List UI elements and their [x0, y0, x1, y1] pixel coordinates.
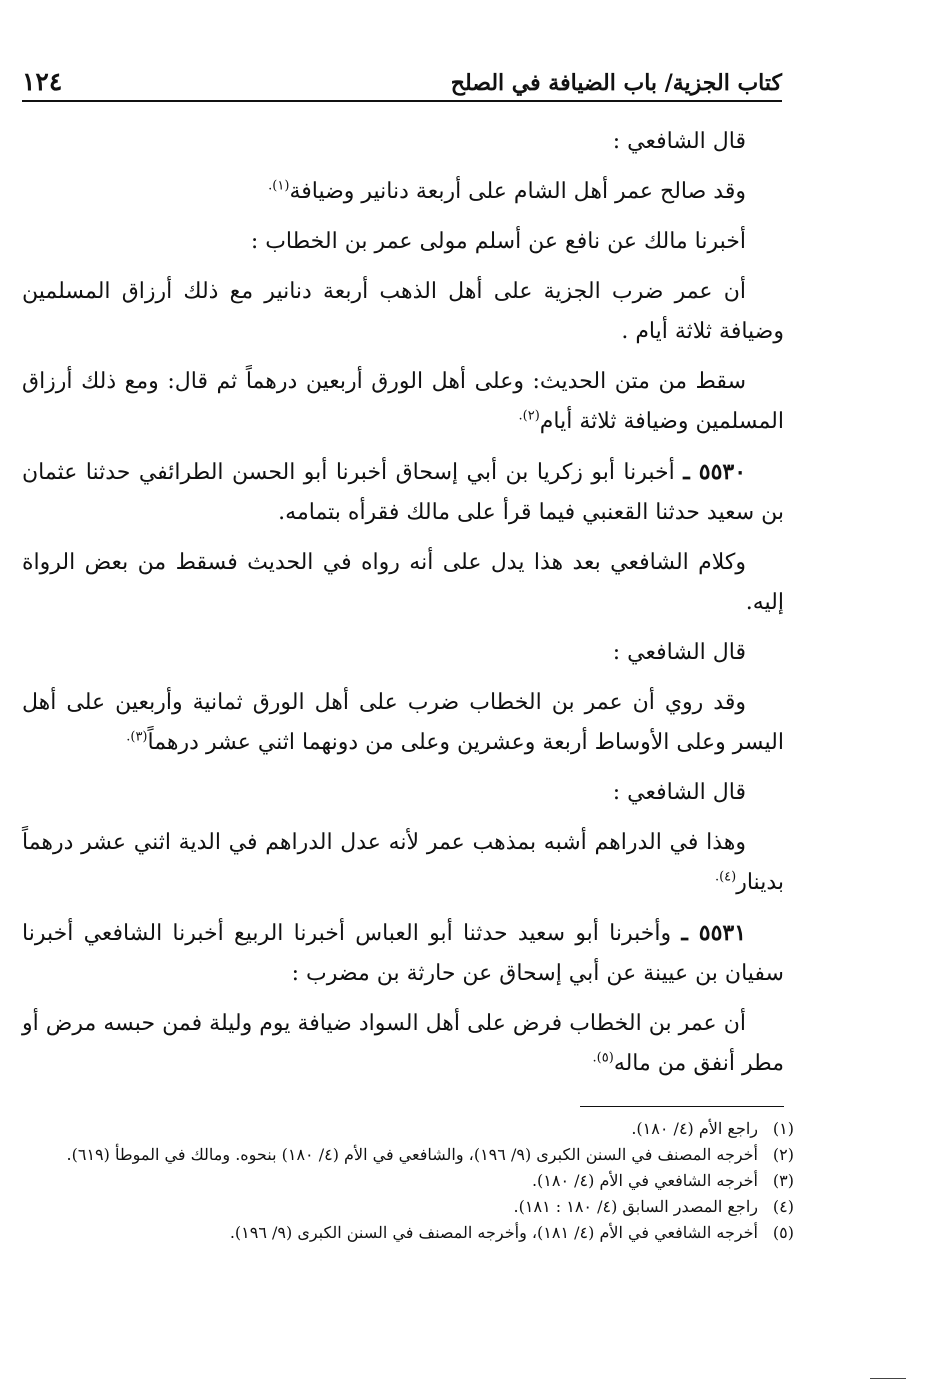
footnote — [22, 1220, 794, 1246]
paragraph — [22, 633, 784, 673]
footnote-number: (٢) — [772, 1145, 794, 1164]
paragraph-text: وقد روي أن عمر بن الخطاب ضرب على أهل الورق ثمانية وأربعين على أهل اليسر وعلى الأوساط أربعة وعشرين وعلى من دونهما اثني عشر درهماً — [22, 690, 784, 755]
paragraph — [22, 122, 784, 162]
paragraph — [22, 683, 784, 763]
page-number: ١٢٤ — [22, 67, 63, 96]
footnote-text: راجع الأم (٤/ ١٨٠). — [631, 1119, 758, 1138]
paragraph — [22, 272, 784, 352]
paragraph-text: وهذا في الدراهم أشبه بمذهب عمر لأنه عدل الدراهم في الدية اثني عشر درهماً بدينار — [22, 830, 784, 895]
hadith-paragraph — [22, 452, 784, 533]
footnote-ref: (٢). — [518, 408, 540, 424]
paragraph-text: وأخبرنا أبو سعيد حدثنا أبو العباس أخبرنا الربيع أخبرنا الشافعي أخبرنا سفيان بن عيينة عن أبي إسحاق عن حارثة بن مضرب : — [22, 921, 784, 986]
footnote-ref: (٤). — [714, 869, 737, 885]
footnotes — [22, 1116, 794, 1246]
footnote-number: (٤) — [772, 1197, 794, 1216]
footnote — [22, 1116, 794, 1142]
paragraph — [22, 1004, 784, 1084]
paragraph — [22, 172, 784, 212]
paragraph-text: أن عمر بن الخطاب فرض على أهل السواد ضيافة يوم وليلة فمن حبسه مرض أو مطر أنفق من ماله — [22, 1011, 784, 1076]
hadith-number: ٥٥٣١ ـ — [681, 920, 747, 946]
paragraph-text: سقط من متن الحديث: وعلى أهل الورق أربعين درهماً ثم قال: ومع ذلك أرزاق المسلمين وضيافة ثلاثة أيام — [22, 369, 784, 434]
footnote — [22, 1168, 794, 1194]
hadith-paragraph — [22, 913, 784, 994]
footnote-text: أخرجه الشافعي في الأم (٤/ ١٨١)، وأخرجه المصنف في السنن الكبرى (٩/ ١٩٦). — [229, 1223, 758, 1242]
footnote-text: أخرجه الشافعي في الأم (٤/ ١٨٠). — [531, 1171, 758, 1190]
paragraph-text: قال الشافعي : — [612, 780, 746, 805]
footnote-ref: (٥). — [592, 1050, 614, 1066]
paragraph-text: قال الشافعي : — [612, 129, 746, 154]
footnote-ref: (١). — [268, 178, 290, 194]
paragraph — [22, 823, 784, 903]
footnote-text: أخرجه المصنف في السنن الكبرى (٩/ ١٩٦)، والشافعي في الأم (٤/ ١٨٠) بنحوه. ومالك في الموطأ (٦١٩). — [66, 1145, 758, 1164]
footnote-text: راجع المصدر السابق (٤/ ١٨٠ : ١٨١). — [513, 1197, 758, 1216]
paragraph — [22, 773, 784, 813]
scan-edge-mark — [870, 1378, 906, 1379]
hadith-number: ٥٥٣٠ ـ — [683, 459, 747, 485]
footnote-number: (٥) — [772, 1223, 794, 1242]
footnote-number: (١) — [772, 1119, 794, 1138]
paragraph-text: أن عمر ضرب الجزية على أهل الذهب أربعة دنانير مع ذلك أرزاق المسلمين وضيافة ثلاثة أيام . — [22, 279, 784, 344]
footnote-ref: (٣). — [126, 729, 148, 745]
footnote — [22, 1142, 794, 1168]
paragraph-text: وقد صالح عمر أهل الشام على أربعة دنانير وضيافة — [289, 179, 746, 204]
paragraph-text: أخبرنا أبو زكريا بن أبي إسحاق أخبرنا أبو الحسن الطرائفي حدثنا عثمان بن سعيد حدثنا القعنبي فيما قرأ على مالك فقرأه بتمامه. — [22, 460, 784, 525]
paragraph — [22, 222, 784, 262]
running-title: كتاب الجزية/ باب الضيافة في الصلح — [450, 70, 782, 96]
paragraph — [22, 362, 784, 442]
footnote — [22, 1194, 794, 1220]
paragraph-text: أخبرنا مالك عن نافع عن أسلم مولى عمر بن الخطاب : — [250, 229, 746, 254]
paragraph-text: قال الشافعي : — [612, 640, 746, 665]
paragraph-text: وكلام الشافعي بعد هذا يدل على أنه رواه في الحديث فسقط من بعض الرواة إليه. — [22, 550, 784, 615]
paragraph — [22, 543, 784, 623]
footnote-number: (٣) — [772, 1171, 794, 1190]
page-header — [22, 58, 782, 102]
main-text — [22, 122, 784, 1094]
footnote-divider — [580, 1106, 784, 1107]
